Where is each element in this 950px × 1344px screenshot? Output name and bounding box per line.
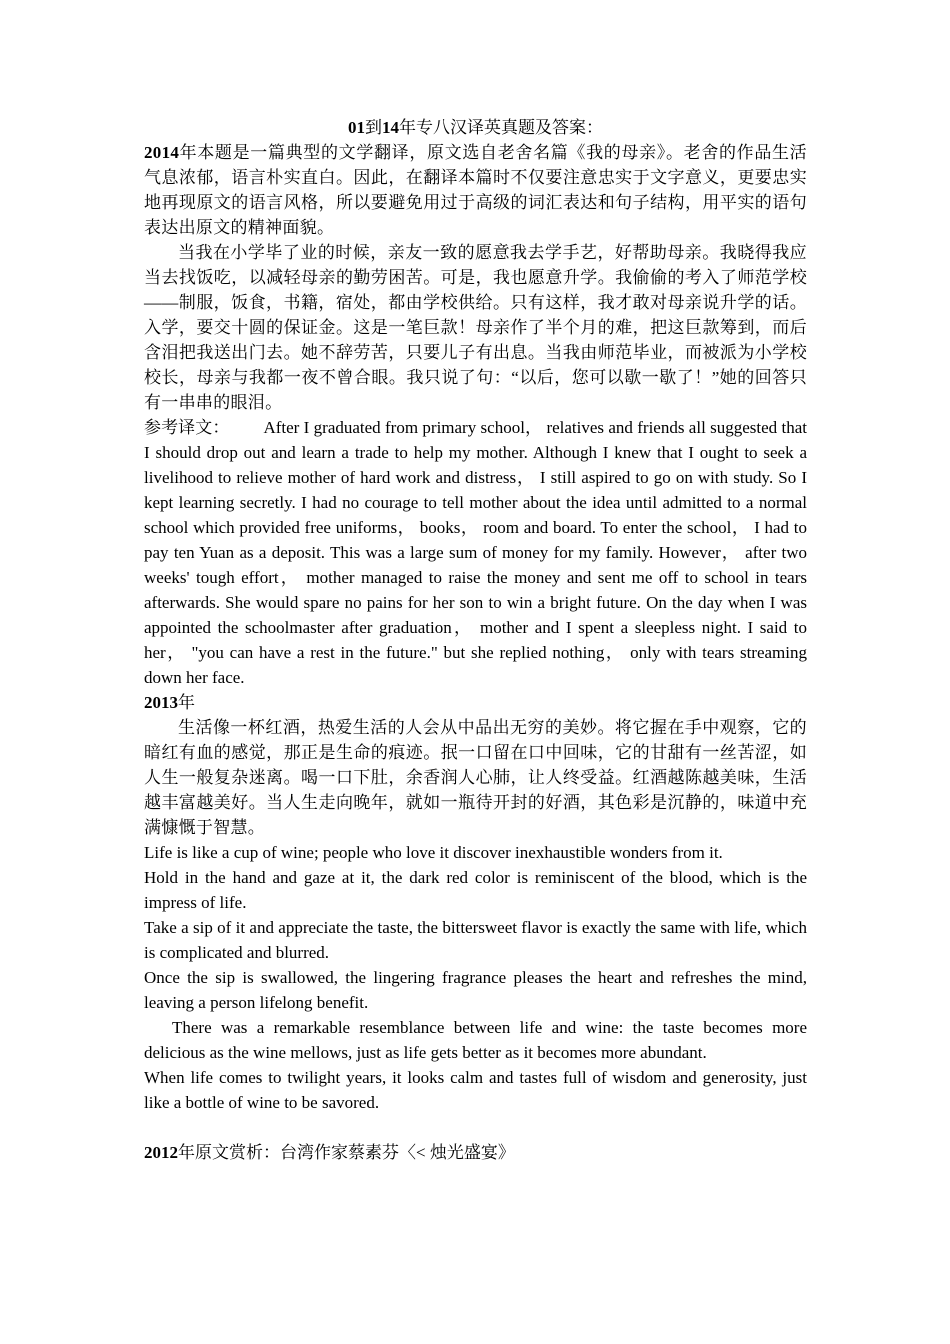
heading-2012 <box>144 1140 807 1165</box>
year-2012: 2012 <box>144 1143 178 1162</box>
translation-2013-line-5: There was a remarkable resemblance between life and wine: the taste becomes more delicious as the wine mellows, just as life gets better as it becomes more abundant. <box>144 1018 807 1062</box>
year-2013: 2013 <box>144 693 178 712</box>
document-page <box>144 115 807 1165</box>
page-title <box>144 115 807 140</box>
translation-2013-line-2: Hold in the hand and gaze at it, the dark red color is reminiscent of the blood, which is the impress of life. <box>144 868 807 912</box>
translation-2014-text: After I graduated from primary school， relatives and friends all suggested that I should drop out and learn a trade to help my mother. Although I knew that I ought to seek a livelihood to relieve mother of hard work and distress， I still aspired to go on with study. So I kept learning secretly. I had no courage to tell mother about the idea until admitted to a normal school which provided free uniforms， books， room and board. To enter the school， I had to pay ten Yuan as a deposit. This was a large sum of money for my family. However， after two weeks' tough effort， mother managed to raise the money and sent me off to school in tears afterwards. She would spare no pains for her son to win a bright future. On the day when I was appointed the schoolmaster after graduation， mother and I spent a sleepless night. I said to her， "you can have a rest in the future." but she replied nothing， only with tears streaming down her face. <box>144 418 808 687</box>
source-2013: 生活像一杯红酒，热爱生活的人会从中品出无穷的美妙。将它握在手中观察，它的暗红有血的感觉，那正是生命的痕迹。抿一口留在口中回味，它的甘甜有一丝苦涩，如人生一般复杂迷离。喝一口下肚，余香润人心肺，让人终受益。红酒越陈越美味，生活越丰富越美好。当人生走向晚年，就如一瓶待开封的好酒，其色彩是沉静的，味道中充满慷慨于智慧。 <box>144 718 807 837</box>
translation-2013-line-3: Take a sip of it and appreciate the taste, the bittersweet flavor is exactly the same with life, which is complicated and blurred. <box>144 918 807 962</box>
year-2013-suffix: 年 <box>178 693 195 712</box>
year-2014: 2014 <box>144 143 180 162</box>
translation-2013-line-6: When life comes to twilight years, it looks calm and tastes full of wisdom and generosity, just like a bottle of wine to be savored. <box>144 1068 807 1112</box>
heading-2012-text: 年原文赏析：台湾作家蔡素芬〈< 烛光盛宴》 <box>178 1143 515 1162</box>
translation-2013-line-4: Once the sip is swallowed, the lingering fragrance pleases the heart and refreshes the mind, leaving a person lifelong benefit. <box>144 968 807 1012</box>
translation-2014 <box>144 415 807 690</box>
title-number-end: 14 <box>382 118 399 137</box>
reference-label: 参考译文： <box>144 418 230 437</box>
title-number-start: 01 <box>348 118 365 137</box>
intro-2014-text: 年本题是一篇典型的文学翻译，原文选自老舍名篇《我的母亲》。老舍的作品生活气息浓郁，语言朴实直白。因此，在翻译本篇时不仅要注意忠实于文字意义，更要忠实地再现原文的语言风格，所以要避免用过于高级的词汇表达和句子结构，用平实的语句表达出原文的精神面貌。 <box>144 143 807 237</box>
heading-2013 <box>144 690 807 715</box>
title-rest: 年专八汉译英真题及答案： <box>399 118 603 137</box>
intro-2014 <box>144 140 807 240</box>
source-2014: 当我在小学毕了业的时候，亲友一致的愿意我去学手艺，好帮助母亲。我晓得我应当去找饭吃，以减轻母亲的勤劳困苦。可是，我也愿意升学。我偷偷的考入了师范学校——制服，饭食，书籍，宿处，都由学校供给。只有这样，我才敢对母亲说升学的话。入学，要交十圆的保证金。这是一笔巨款！母亲作了半个月的难，把这巨款筹到，而后含泪把我送出门去。她不辞劳苦，只要儿子有出息。当我由师范毕业，而被派为小学校校长，母亲与我都一夜不曾合眼。我只说了句：“以后，您可以歇一歇了！”她的回答只有一串串的眼泪。 <box>144 243 807 412</box>
spacer <box>144 1115 807 1140</box>
translation-2013-line-1: Life is like a cup of wine; people who love it discover inexhaustible wonders from it. <box>144 843 723 862</box>
title-connector: 到 <box>365 118 382 137</box>
